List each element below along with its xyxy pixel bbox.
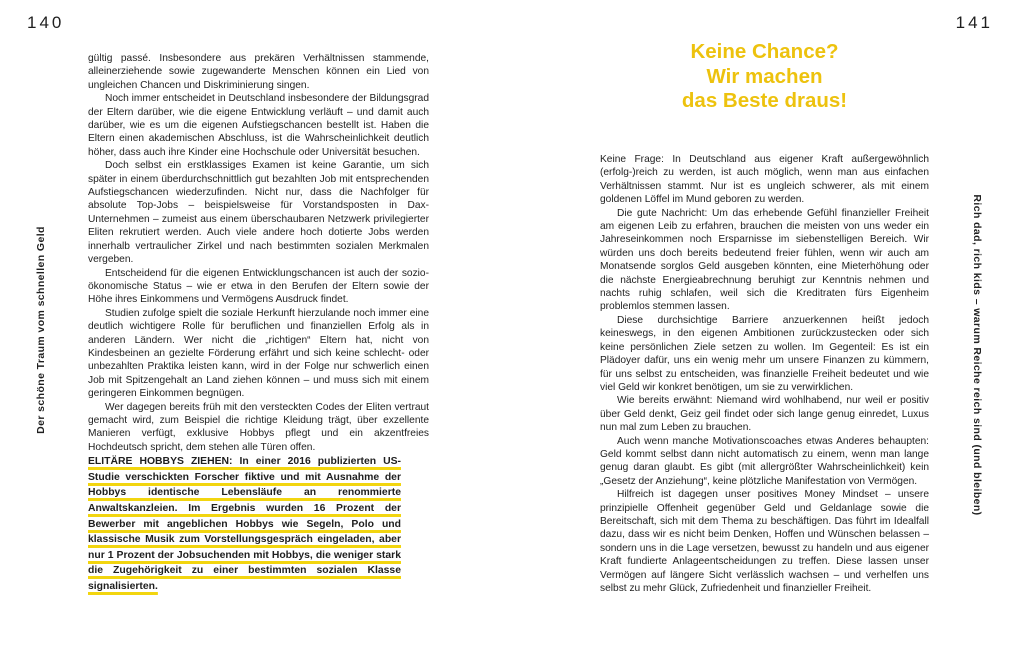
paragraph: Keine Frage: In Deutschland aus eigener Kraft außergewöhnlich (erfolg-)reich zu werden, ist auch möglich, wenn man aus einfachen Verhältnissen stammt. Nur ist es ungleich schwerer, als mit einem goldenen Löffel im Mund geboren zu werden.	[600, 154, 929, 206]
paragraph: Noch immer entscheidet in Deutschland insbesondere der Bildungsgrad der Eltern darüber, wie die eigene Entwicklung verläuft – und damit auch darüber, wie es um die eigenen Aufstiegschancen bestellt ist. Haben die Eltern einen akademischen Abschluss, ist die Wahrscheinlichkeit deutlich höher, dass auch ihre Kinder eine Hochschule oder Universität besuchen.	[88, 93, 429, 158]
page-number-left: 140	[27, 13, 65, 32]
paragraph: Studien zufolge spielt die soziale Herkunft hierzulande noch immer eine deutlich wichtigere Rolle für beruflichen und finanziellen Erfolg als in anderen Ländern. Wer nicht die „richtigen“ Eltern hat, nicht von Kindesbeinen an gezielte Förderung erfährt und sich keine schlecht- oder unbezahlten Praktika leisten kann, wird in der Folge nur schwerlich einen Job mit Spitzengehalt an Land ziehen können – und muss sich mit einem geringeren Einkommen begnügen.	[88, 307, 429, 400]
right-margin-chapter-title: Rich dad, rich kids – warum Reiche reich sind (und bleiben)	[971, 194, 983, 516]
heading-line: Keine Chance?	[690, 40, 839, 63]
left-margin-chapter-title: Der schöne Traum vom schnellen Geld	[35, 226, 47, 434]
paragraph: Doch selbst ein erstklassiges Examen ist keine Garantie, um sich später in einem überdurchschnittlich gut bezahlten Job mit entsprechenden Aufstiegschancen wiederzufinden. Nicht nur, dass die Nachfolger für absolute Top-Jobs – beispielsweise für Vorstandsposten in Dax-Unternehmen – zumeist aus einem überschaubaren Netzwerk privilegierter Eliten rekrutiert werden. Auch viele andere hoch dotierte Jobs werden innerhalb vertraulicher Zirkel und nach bestimmten sozialen Merkmalen vergeben.	[88, 160, 429, 266]
heading-line: das Beste draus!	[681, 89, 848, 112]
page-number-right: 141	[955, 13, 993, 32]
paragraph: gültig passé. Insbesondere aus prekären Verhältnissen stammende, alleinerziehende sowie zugewanderte Menschen können ein Lied von ungleichen Chancen und Diskriminierung singen.	[88, 53, 429, 91]
paragraph: Wie bereits erwähnt: Niemand wird wohlhabend, nur weil er positiv über Geld denkt, Geiz geil findet oder sich lange genug einredet, Luxus nun mal zum Leben zu brauchen.	[600, 395, 929, 434]
left-page-text-column	[88, 52, 429, 595]
paragraph: Die gute Nachricht: Um das erhebende Gefühl finanzieller Freiheit am eigenen Leib zu erfahren, brauchen die meisten von uns weder ein Jahreseinkommen noch Ersparnisse im siebenstelligen Bereich. Wir würden uns doch bereits bedeutend freier fühlen, wenn wir auch am Monatsende sorglos Geld ausgeben könnten, eine Mieterhöhung oder die nächste Energieabrechnung beruhigt zur Kenntnis nehmen und nachts ruhig schlafen, weil sich die Kreditraten fürs Eigenheim problemlos stemmen lassen.	[600, 207, 929, 313]
paragraph: Wer dagegen bereits früh mit den versteckten Codes der Eliten vertraut gemacht wird, zum Beispiel die richtige Kleidung trägt, über exzellente Manieren verfügt, exklusive Hobbys pflegt und ein akzentfreies Hochdeutsch spricht, dem stehen alle Türen offen.	[88, 401, 429, 453]
paragraph: Entscheidend für die eigenen Entwicklungschancen ist auch der sozio-ökonomische Status – wie er etwa in den Berufen der Eltern sowie der Höhe ihres Einkommens und Vermögens Ausdruck findet.	[88, 267, 429, 306]
right-page-text-column	[600, 153, 929, 595]
paragraph: Hilfreich ist dagegen unser positives Money Mindset – unsere prinzipielle Offenheit gegenüber Geld und Geldanlage sowie die Bereitschaft, sich mit dem Thema zu beschäftigen. Das führt im Idealfall dazu, dass wir es nicht beim Denken, Hoffen und Wünschen belassen – sondern uns in die Lage versetzen, bewusst zu handeln und aus eigener Kraft fundierte Anlageentscheidungen zu treffen. Diese lassen unser Vermögen auf längere Sicht verlässlich wachsen – und verhelfen uns selbst zu mehr Glück, Zufriedenheit und finanzieller Freiheit.	[600, 489, 929, 594]
paragraph: Auch wenn manche Motivationscoaches etwas Anderes behaupten: Geld kommt selbst dann nicht automatisch zu einem, wenn man lange genug daran glaubt. Es gibt (mit allergrößter Wahrscheinlichkeit) kein „Gesetz der Anziehung“, keine plötzliche Manifestation von Vermögen.	[600, 435, 929, 487]
heading-line: Wir machen	[706, 64, 823, 88]
highlighted-study-note: ELITÄRE HOBBYS ZIEHEN: In einer 2016 publizierten US-Studie verschickten Forscher fiktive und mit Ausnahme der Hobbys identische Lebensläufe an renommierte Anwaltskanzleien. Im Ergebnis wurden 16 Prozent der Bewerber mit angeblichen Hobbys wie Segeln, Polo und klassische Musik zum Vorstellungsgespräch eingeladen, aber nur 1 Prozent der Jobsuchenden mit Hobbys, die weniger stark die Zugehörigkeit zu einer bestimmten sozialen Klasse signalisierten.	[88, 456, 401, 592]
paragraph: Diese durchsichtige Barriere anzuerkennen heißt jedoch keineswegs, in den eigenen Ambitionen zurückzustecken oder sich keine persönlichen Ziele setzen zu wollen. Im Gegenteil: Es ist ein Plädoyer dafür, uns ein wenig mehr um unsere Finanzen zu kümmern, für uns selbst zu entscheiden, was finanzielle Freiheit bedeutet und wie viel Geld wir konkret benötigen, um sie zu verwirklichen.	[600, 314, 929, 393]
section-heading	[600, 40, 929, 114]
